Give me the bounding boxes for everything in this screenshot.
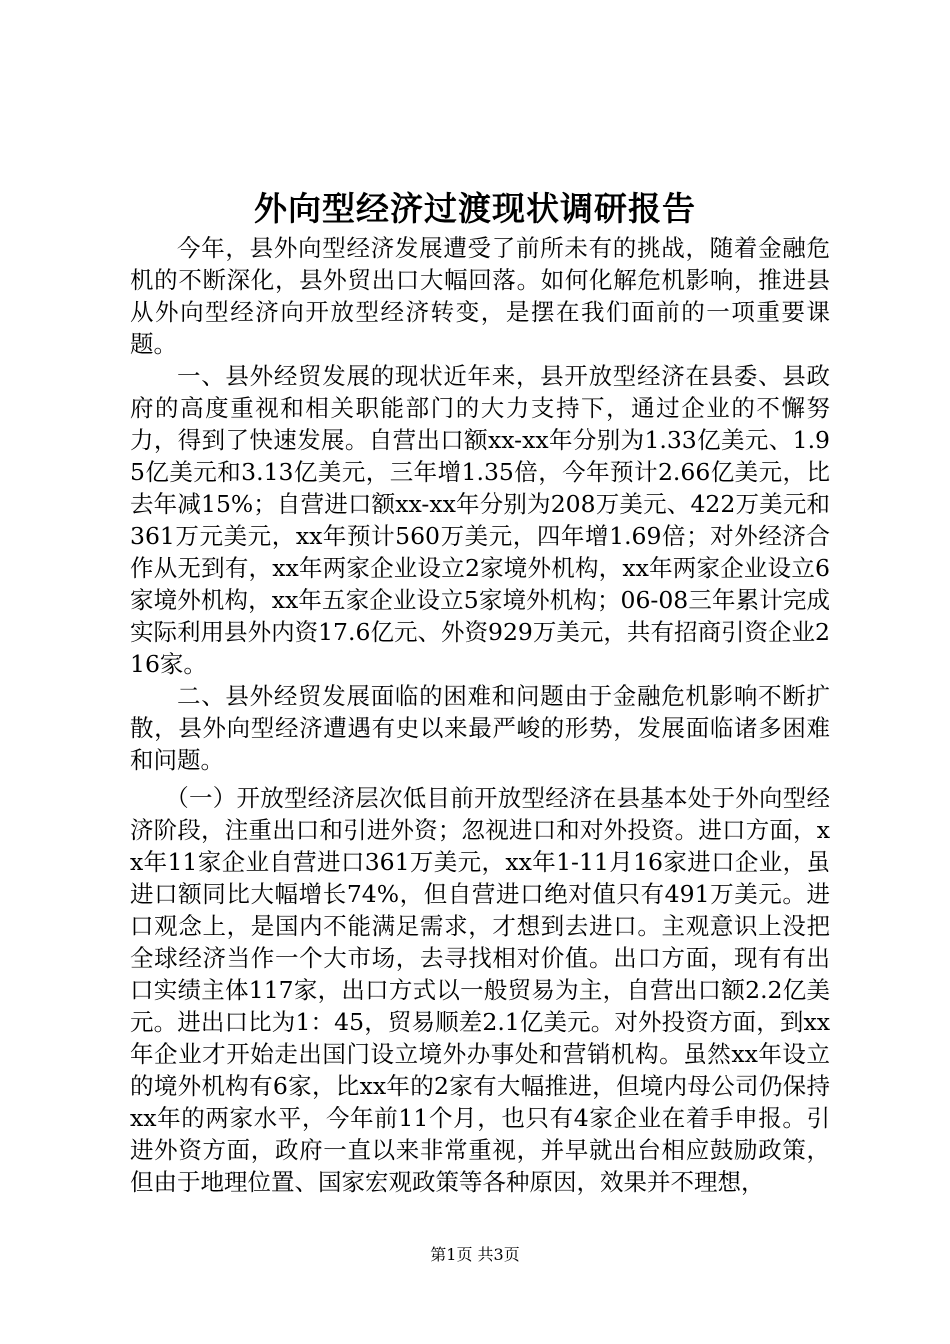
paragraph-intro: 今年，县外向型经济发展遭受了前所未有的挑战，随着金融危机的不断深化，县外贸出口大幅回落。如何化解危机影响，推进县从外向型经济向开放型经济转变，是摆在我们面前的一项重要课题。	[130, 234, 830, 358]
document-body	[130, 232, 830, 1198]
document-title: 外向型经济过渡现状调研报告	[254, 189, 696, 228]
page-footer: 第1页 共3页	[430, 1245, 520, 1264]
paragraph-section-1: 一、县外经贸发展的现状近年来，县开放型经济在县委、县政府的高度重视和相关职能部门的大力支持下，通过企业的不懈努力，得到了快速发展。自营出口额xx-xx年分别为1.33亿美元、1.95亿美元和3.13亿美元，三年增1.35倍，今年预计2.66亿美元，比去年减15%；自营进口额xx-xx年分别为208万美元、422万美元和361万元美元，xx年预计560万美元，四年增1.69倍；对外经济合作从无到有，xx年两家企业设立2家境外机构，xx年两家企业设立6家境外机构，xx年五家企业设立5家境外机构；06-08三年累计完成实际利用县外内资17.6亿元、外资929万美元，共有招商引资企业216家。	[130, 362, 830, 678]
paragraph-subsection-1: （一）开放型经济层次低目前开放型经济在县基本处于外向型经济阶段，注重出口和引进外资；忽视进口和对外投资。进口方面，xx年11家企业自营进口361万美元，xx年1-11月16家进口企业，虽进口额同比大幅增长74%，但自营进口绝对值只有491万美元。进口观念上，是国内不能满足需求，才想到去进口。主观意识上没把全球经济当作一个大市场，去寻找相对价值。出口方面，现有有出口实绩主体117家，出口方式以一般贸易为主，自营出口额2.2亿美元。进出口比为1：45，贸易顺差2.1亿美元。对外投资方面，到xx年企业才开始走出国门设立境外办事处和营销机构。虽然xx年设立的境外机构有6家，比xx年的2家有大幅推进，但境内母公司仍保持xx年的两家水平，今年前11个月，也只有4家企业在着手申报。引进外资方面，政府一直以来非常重视，并早就出台相应鼓励政策，但由于地理位置、国家宏观政策等各种原因，效果并不理想，	[130, 784, 830, 1196]
paragraph-section-2: 二、县外经贸发展面临的困难和问题由于金融危机影响不断扩散，县外向型经济遭遇有史以来最严峻的形势，发展面临诸多困难和问题。	[130, 682, 830, 774]
